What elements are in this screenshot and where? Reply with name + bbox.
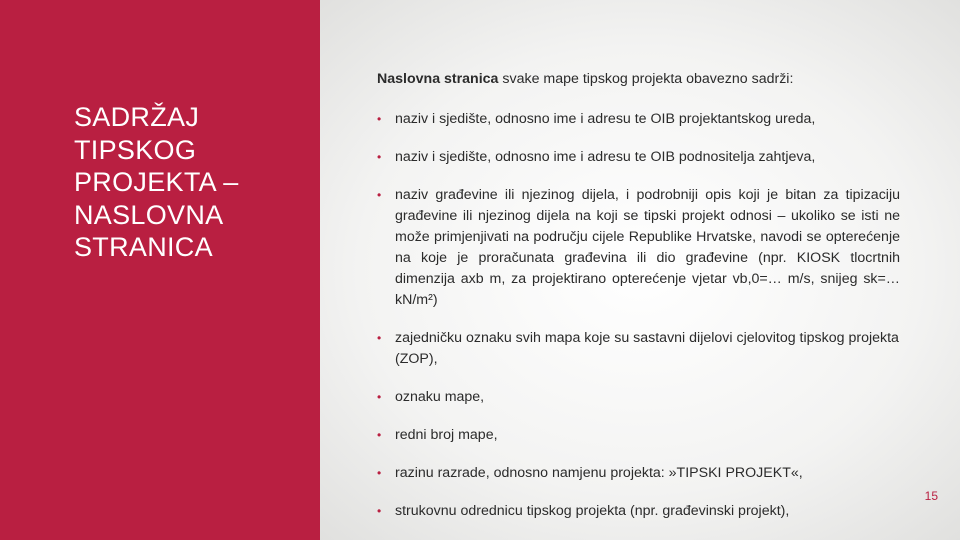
bullet-icon: •	[377, 504, 382, 518]
list-item	[377, 109, 900, 130]
slide-title: SADRŽAJ TIPSKOG PROJEKTA – NASLOVNA STRANICA	[74, 102, 239, 262]
list-item-text: naziv i sjedište, odnosno ime i adresu te OIB podnositelja zahtjeva,	[395, 149, 816, 165]
bullet-icon: •	[377, 331, 382, 345]
bullet-icon: •	[377, 466, 382, 480]
list-item-text: oznaku mape,	[395, 389, 485, 405]
left-accent-panel	[0, 0, 320, 540]
bullet-icon: •	[377, 112, 382, 126]
intro-paragraph	[377, 69, 900, 90]
intro-text: svake mape tipskog projekta obavezno sadrži:	[498, 71, 794, 87]
slide-content	[377, 69, 900, 539]
list-item-text: strukovnu odrednicu tipskog projekta (npr. građevinski projekt),	[395, 503, 790, 519]
list-item-text: naziv građevine ili njezinog dijela, i podrobniji opis koji je bitan za tipizaciju građevine ili njezinog dijela na koji se tipski projekt odnosi – ukoliko se isti ne može primjenjivati na području cijele Republike Hrvatske, navodi se opterećenje na koje je proračunata građevina ili dio građevine (npr. KIOSK tlocrtnih dimenzija axb m, za projektirano opterećenje vjetar vb,0=… m/s, snijeg sk=… kN/m²)	[395, 187, 900, 308]
page-number: 15	[924, 489, 938, 503]
list-item-text: redni broj mape,	[395, 427, 498, 443]
list-item	[377, 185, 900, 311]
bullet-icon: •	[377, 390, 382, 404]
list-item	[377, 501, 900, 522]
bullet-list	[377, 109, 900, 522]
list-item-text: zajedničku oznaku svih mapa koje su sastavni dijelovi cjelovitog tipskog projekta (ZOP),	[395, 330, 899, 367]
bullet-icon: •	[377, 188, 382, 202]
intro-bold-text: Naslovna stranica	[377, 71, 499, 87]
list-item	[377, 463, 900, 484]
list-item-text: naziv i sjedište, odnosno ime i adresu te OIB projektantskog ureda,	[395, 111, 816, 127]
list-item	[377, 387, 900, 408]
bullet-icon: •	[377, 428, 382, 442]
list-item	[377, 328, 900, 370]
bullet-icon: •	[377, 150, 382, 164]
list-item	[377, 425, 900, 446]
list-item-text: razinu razrade, odnosno namjenu projekta: »TIPSKI PROJEKT«,	[395, 465, 803, 481]
list-item	[377, 147, 900, 168]
